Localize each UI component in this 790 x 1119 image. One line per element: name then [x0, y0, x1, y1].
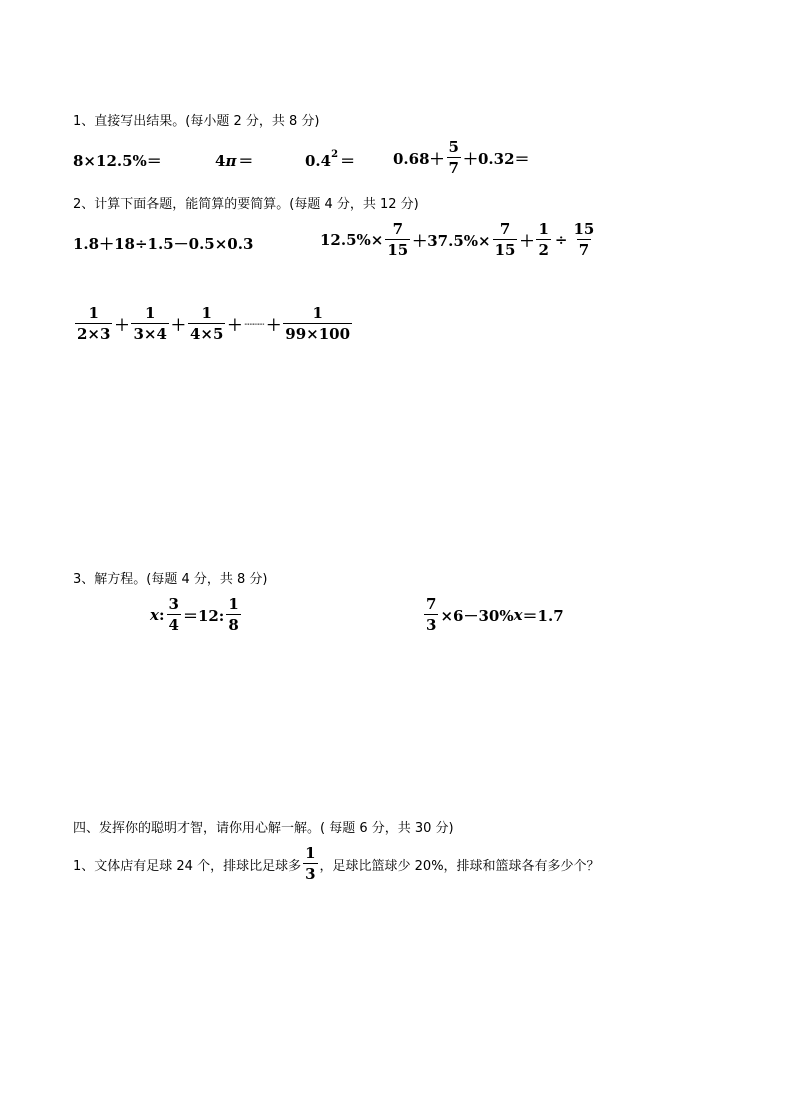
problem-1-3-eq: ＝ — [340, 152, 356, 170]
fraction-numerator: 1 — [228, 595, 239, 613]
fraction-denominator: 7 — [448, 159, 459, 177]
variable-x: x — [150, 606, 159, 624]
problem-1-3-exp: 2 — [331, 149, 339, 160]
ellipsis-dashes: ┈┈┈ — [244, 317, 265, 331]
problem-1-1-text: 8×12.5%＝ — [73, 152, 162, 170]
problem-1-2 — [215, 150, 255, 171]
fraction-numerator: 1 — [305, 844, 316, 862]
problem-2-2-d: ÷ — [554, 231, 568, 249]
plus-sign: ＋ — [170, 315, 186, 334]
fraction — [493, 222, 518, 258]
colon: : — [158, 606, 165, 624]
fraction-numerator: 1 — [312, 304, 323, 322]
section4-heading: 四、发挥你的聪明才智，请你用心解一解。( 每题 6 分，共 30 分) — [73, 821, 454, 836]
fraction — [447, 140, 461, 176]
problem-2-2-c: ＋ — [519, 231, 535, 250]
word-problem-1-a: 1、文体店有足球 24 个，排球比足球多 — [73, 858, 302, 874]
variable-x: x — [513, 606, 523, 624]
fraction-numerator: 15 — [573, 220, 595, 238]
fraction — [385, 222, 410, 258]
fraction — [572, 222, 597, 258]
problem-1-2-pi: π — [225, 151, 237, 170]
fraction-denominator: 99×100 — [285, 325, 351, 343]
problem-1-4-a: 0.68＋ — [393, 149, 445, 168]
fraction — [167, 597, 181, 633]
problem-1-2-coef: 4 — [215, 151, 226, 170]
problem-1-1 — [73, 150, 162, 171]
problem-1-3 — [305, 150, 357, 171]
fraction — [424, 597, 438, 633]
fraction — [303, 846, 317, 882]
problem-2-2-a: 12.5%× — [320, 231, 384, 249]
fraction-denominator: 3×4 — [133, 325, 167, 343]
fraction-denominator: 7 — [578, 241, 590, 259]
problem-2-1-text: 1.8＋18÷1.5－0.5×0.3 — [73, 235, 254, 253]
problem-2-2 — [320, 222, 598, 258]
word-problem-1-b: ，足球比篮球少 20%，排球和篮球各有多少个？ — [319, 858, 600, 874]
equation-1-mid: ＝12: — [182, 606, 225, 625]
fraction-numerator: 1 — [538, 220, 549, 238]
equation-1 — [150, 597, 243, 633]
fraction-denominator: 3 — [426, 616, 437, 634]
fraction-numerator: 3 — [168, 595, 179, 613]
fraction-numerator: 7 — [426, 595, 437, 613]
problem-1-4-b: ＋0.32＝ — [462, 149, 530, 168]
fraction-denominator: 2 — [538, 241, 549, 259]
fraction-denominator: 4 — [168, 616, 179, 634]
equation-2-b: ＝1.7 — [522, 606, 564, 625]
fraction-denominator: 15 — [494, 241, 516, 259]
fraction-numerator: 7 — [499, 220, 511, 238]
problem-1-4 — [393, 140, 530, 176]
fraction-denominator: 4×5 — [189, 325, 224, 343]
equation-2 — [422, 597, 564, 633]
fraction — [188, 306, 225, 342]
plus-sign: ＋ — [114, 315, 130, 334]
problem-1-2-eq: ＝ — [238, 152, 254, 170]
fraction-numerator: 5 — [448, 138, 459, 156]
section2-heading: 2、计算下面各题，能简算的要简算。(每题 4 分，共 12 分) — [73, 197, 419, 212]
plus-sign: ＋ — [227, 315, 243, 334]
section3-heading: 3、解方程。(每题 4 分，共 8 分) — [73, 572, 268, 587]
fraction-numerator: 1 — [88, 304, 99, 322]
fraction-denominator: 15 — [387, 241, 409, 259]
fraction — [283, 306, 352, 342]
problem-2-1 — [73, 233, 253, 254]
fraction-numerator: 1 — [201, 304, 212, 322]
word-problem-1 — [73, 846, 600, 882]
section1-heading: 1、直接写出结果。(每小题 2 分，共 8 分) — [73, 114, 320, 129]
plus-sign: ＋ — [266, 315, 282, 334]
fraction — [536, 222, 550, 258]
fraction-numerator: 1 — [144, 304, 156, 322]
problem-2-2-b: ＋37.5%× — [412, 231, 491, 250]
fraction — [131, 306, 168, 342]
fraction-numerator: 7 — [392, 220, 404, 238]
fraction-denominator: 3 — [305, 865, 316, 883]
equation-2-a: ×6－30% — [440, 606, 514, 625]
problem-1-3-base: 0.4 — [305, 151, 332, 170]
fraction — [75, 306, 112, 342]
fraction-denominator: 2×3 — [77, 325, 111, 343]
fraction-denominator: 8 — [228, 616, 239, 634]
fraction — [226, 597, 240, 633]
problem-2-3 — [73, 306, 354, 342]
